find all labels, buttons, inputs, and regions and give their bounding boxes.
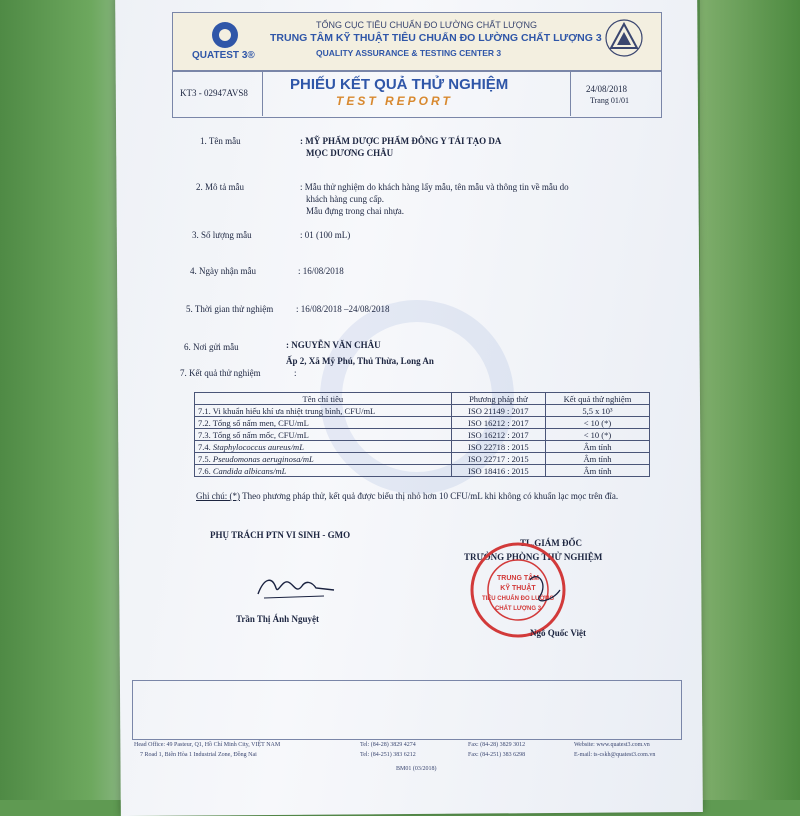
footer-form-number: BM01 (03/2018) [396,766,437,772]
report-title-vn: PHIẾU KẾT QUẢ THỬ NGHIỆM [290,76,509,93]
column-header-parameter: Tên chỉ tiêu [195,393,452,405]
parameter-cell [195,405,452,417]
parameter-cell [195,441,452,453]
field-sender-label: 6. Nơi gửi mẫu [184,342,239,352]
field-results-colon: : [294,368,297,378]
field-received-date-label: 4. Ngày nhận mẫu [190,266,256,276]
green-background-left [0,0,130,800]
accreditation-icon [604,18,644,58]
field-quantity-value: : 01 (100 mL) [300,230,351,240]
footer-tel-1: Tel: (84-28) 3829 4274 [360,742,416,748]
row-number: 7.3. [198,429,211,440]
parameter-name: Candida albicans/mL [212,465,287,476]
logo-text: QUATEST 3® [192,50,255,61]
row-number: 7.2. [198,417,211,428]
parameter-unit: CFU/mL [278,429,309,440]
result-cell: < 10 (*) [546,429,650,441]
footer-email: E-mail: ts-cskh@quatest3.com.vn [574,752,656,758]
center-name-vn: TRUNG TÂM KỸ THUẬT TIÊU CHUẨN ĐO LƯỜNG CHẤT LƯỢNG 3 [270,32,602,44]
row-number: 7.1. [198,405,211,416]
method-cell: ISO 16212 : 2017 [451,429,545,441]
field-description-value: : Mẫu thử nghiệm do khách hàng lấy mẫu, tên mẫu và thông tin về mẫu do [300,182,569,192]
method-cell: ISO 22717 : 2015 [451,453,545,465]
field-sample-name-label: 1. Tên mẫu [200,136,241,146]
field-sample-name-value-2: MỌC DƯƠNG CHÂU [306,148,394,158]
parameter-name: Tổng số nấm mốc, [212,429,277,440]
column-header-result: Kết quả thử nghiệm [546,393,650,405]
field-description-value-3: Mẫu đựng trong chai nhựa. [306,206,404,216]
field-sender-address: Ấp 2, Xã Mỹ Phú, Thủ Thừa, Long An [286,356,434,366]
field-results-label: 7. Kết quả thử nghiệm [180,368,261,378]
parameter-name: Pseudomonas aeruginosa/mL [212,453,314,464]
parameter-cell [195,429,452,441]
results-table [194,392,650,477]
svg-text:TIÊU CHUẨN ĐO LƯỜNG: TIÊU CHUẨN ĐO LƯỜNG [481,596,555,602]
report-date: 24/08/2018 [586,84,628,94]
parameter-cell [195,465,452,477]
svg-text:KỸ THUẬT: KỸ THUẬT [500,585,536,592]
title-divider-left [262,70,263,116]
field-sample-name-value: : MỸ PHẨM DƯỢC PHẨM ĐÔNG Y TÁI TẠO DA [300,136,502,146]
agency-name: TỔNG CỤC TIÊU CHUẨN ĐO LƯỜNG CHẤT LƯỢNG [316,20,537,30]
svg-text:CHẤT LƯỢNG 3: CHẤT LƯỢNG 3 [494,606,542,612]
row-number: 7.5. [198,453,211,464]
note-text: Theo phương pháp thử, kết quả được biểu thị nhỏ hơn 10 CFU/mL khi không có khuẩn lạc mọc trên đĩa. [242,491,619,501]
field-test-period-label: 5. Thời gian thử nghiệm [186,304,274,314]
title-divider-right [570,70,571,116]
row-number: 7.4. [198,441,211,452]
page-number: Trang 01/01 [590,96,630,105]
footer-address-2: 7 Road 1, Biên Hòa 1 Industrial Zone, Đồng Nai [140,752,257,758]
table-row [195,465,650,477]
footer-website: Website: www.quatest3.com.vn [574,742,650,748]
field-description-value-2: khách hàng cung cấp. [306,194,384,204]
table-row [195,453,650,465]
field-quantity-label: 3. Số lượng mẫu [192,230,252,240]
logo-icon [212,22,238,48]
parameter-name: Vi khuẩn hiếu khí ưa nhiệt trung bình, [212,405,343,416]
method-cell: ISO 16212 : 2017 [451,417,545,429]
field-received-date-value: : 16/08/2018 [298,266,344,276]
report-title-en: TEST REPORT [336,94,453,108]
footer-address-1: Head Office: 49 Pasteur, Q1, Hồ Chí Minh City, VIỆT NAM [134,742,281,748]
field-sender-value: : NGUYỄN VĂN CHÂU [286,340,381,350]
official-stamp [468,540,568,640]
quatest-logo [192,22,260,66]
svg-text:TRUNG TÂM: TRUNG TÂM [497,575,539,582]
parameter-name: Staphylococcus aureus/mL [212,441,304,452]
footer-tel-2: Tel: (84-251) 383 6212 [360,752,416,758]
document-number: KT3 - 02947AVS8 [180,88,248,98]
parameter-unit: CFU/mL [344,405,376,416]
table-header-row [195,393,650,405]
parameter-cell [195,417,452,429]
method-cell: ISO 22718 : 2015 [451,441,545,453]
table-row [195,417,650,429]
green-background-right [700,0,800,800]
result-cell: < 10 (*) [546,417,650,429]
note [196,490,656,502]
parameter-cell [195,453,452,465]
signature-left [254,568,344,602]
field-test-period-value: : 16/08/2018 –24/08/2018 [296,304,390,314]
result-cell: Âm tính [546,453,650,465]
field-description-label: 2. Mô tả mẫu [196,182,244,192]
signatory-left-title: PHỤ TRÁCH PTN VI SINH - GMO [210,530,351,540]
method-cell: ISO 18416 : 2015 [451,465,545,477]
footer-fax-2: Fax: (84-251) 383 6298 [468,752,526,758]
signatory-left-name: Trần Thị Ánh Nguyệt [236,614,319,624]
note-label: Ghi chú: (*) [196,491,240,501]
parameter-name: Tổng số nấm men, [212,417,277,428]
row-number: 7.6. [198,465,211,476]
table-row [195,441,650,453]
signatory-right-department: TRƯỞNG PHÒNG THỬ NGHIỆM [464,552,603,562]
parameter-unit: CFU/mL [278,417,309,428]
center-name-en: QUALITY ASSURANCE & TESTING CENTER 3 [316,48,502,58]
signatory-right-name: Ngô Quốc Việt [530,628,586,638]
result-cell: Âm tính [546,465,650,477]
result-cell: Âm tính [546,441,650,453]
signatory-right-title: TL.GIÁM ĐỐC [520,538,583,548]
table-row [195,429,650,441]
footer-fax-1: Fax: (84-28) 3829 3012 [468,742,526,748]
method-cell: ISO 21149 : 2017 [451,405,545,417]
table-row [195,405,650,417]
footer-fine-print [132,680,682,740]
result-cell: 5,5 x 10³ [546,405,650,417]
column-header-method: Phương pháp thử [451,393,545,405]
